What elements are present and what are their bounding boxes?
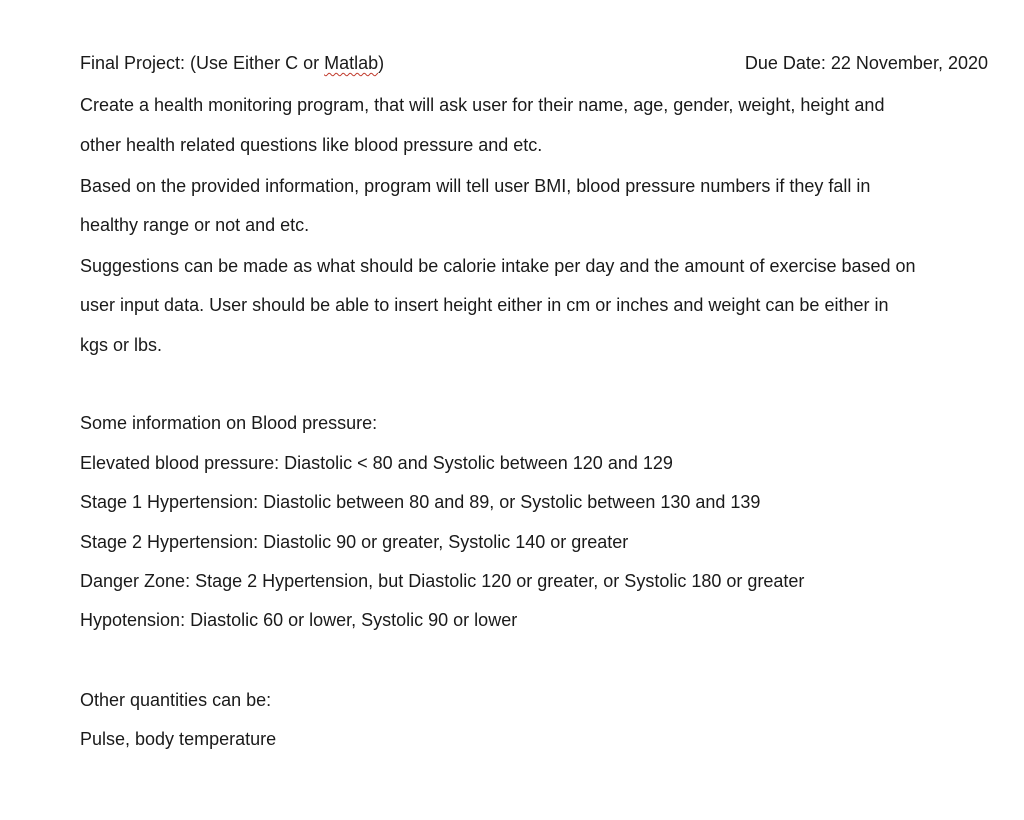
spellcheck-flagged-word[interactable]: Matlab xyxy=(324,53,379,73)
bp-item-elevated: Elevated blood pressure: Diastolic < 80 and Systolic between 120 and 129 xyxy=(80,453,673,473)
info-line-1: Based on the provided information, program will tell user BMI, blood pressure numbers if they fall in xyxy=(80,176,871,196)
bp-item-stage2: Stage 2 Hypertension: Diastolic 90 or greater, Systolic 140 or greater xyxy=(80,532,629,552)
other-heading: Other quantities can be: xyxy=(80,690,272,710)
intro-line-1: Create a health monitoring program, that will ask user for their name, age, gender, weight, height and xyxy=(80,95,885,115)
intro-line-2: other health related questions like blood pressure and etc. xyxy=(80,135,543,155)
info-line-2: healthy range or not and etc. xyxy=(80,215,310,235)
due-date: Due Date: 22 November, 2020 xyxy=(744,53,988,73)
bp-heading: Some information on Blood pressure: xyxy=(80,413,378,433)
suggest-line-2: user input data. User should be able to insert height either in cm or inches and weight can be either in xyxy=(80,295,889,315)
bp-item-hypotension: Hypotension: Diastolic 60 or lower, Systolic 90 or lower xyxy=(80,610,518,630)
project-title-suffix: ) xyxy=(378,53,385,73)
other-items: Pulse, body temperature xyxy=(80,729,277,749)
bp-item-danger-zone: Danger Zone: Stage 2 Hypertension, but Diastolic 120 or greater, or Systolic 180 or greater xyxy=(80,571,805,591)
document-page xyxy=(80,0,992,820)
suggest-line-1: Suggestions can be made as what should be calorie intake per day and the amount of exercise based on xyxy=(80,256,916,276)
suggest-line-3: kgs or lbs. xyxy=(80,335,163,355)
document-header xyxy=(80,51,992,75)
project-title xyxy=(80,51,384,75)
project-title-prefix: Final Project: (Use Either C or xyxy=(80,53,325,73)
bp-item-stage1: Stage 1 Hypertension: Diastolic between 80 and 89, or Systolic between 130 and 139 xyxy=(80,492,761,512)
